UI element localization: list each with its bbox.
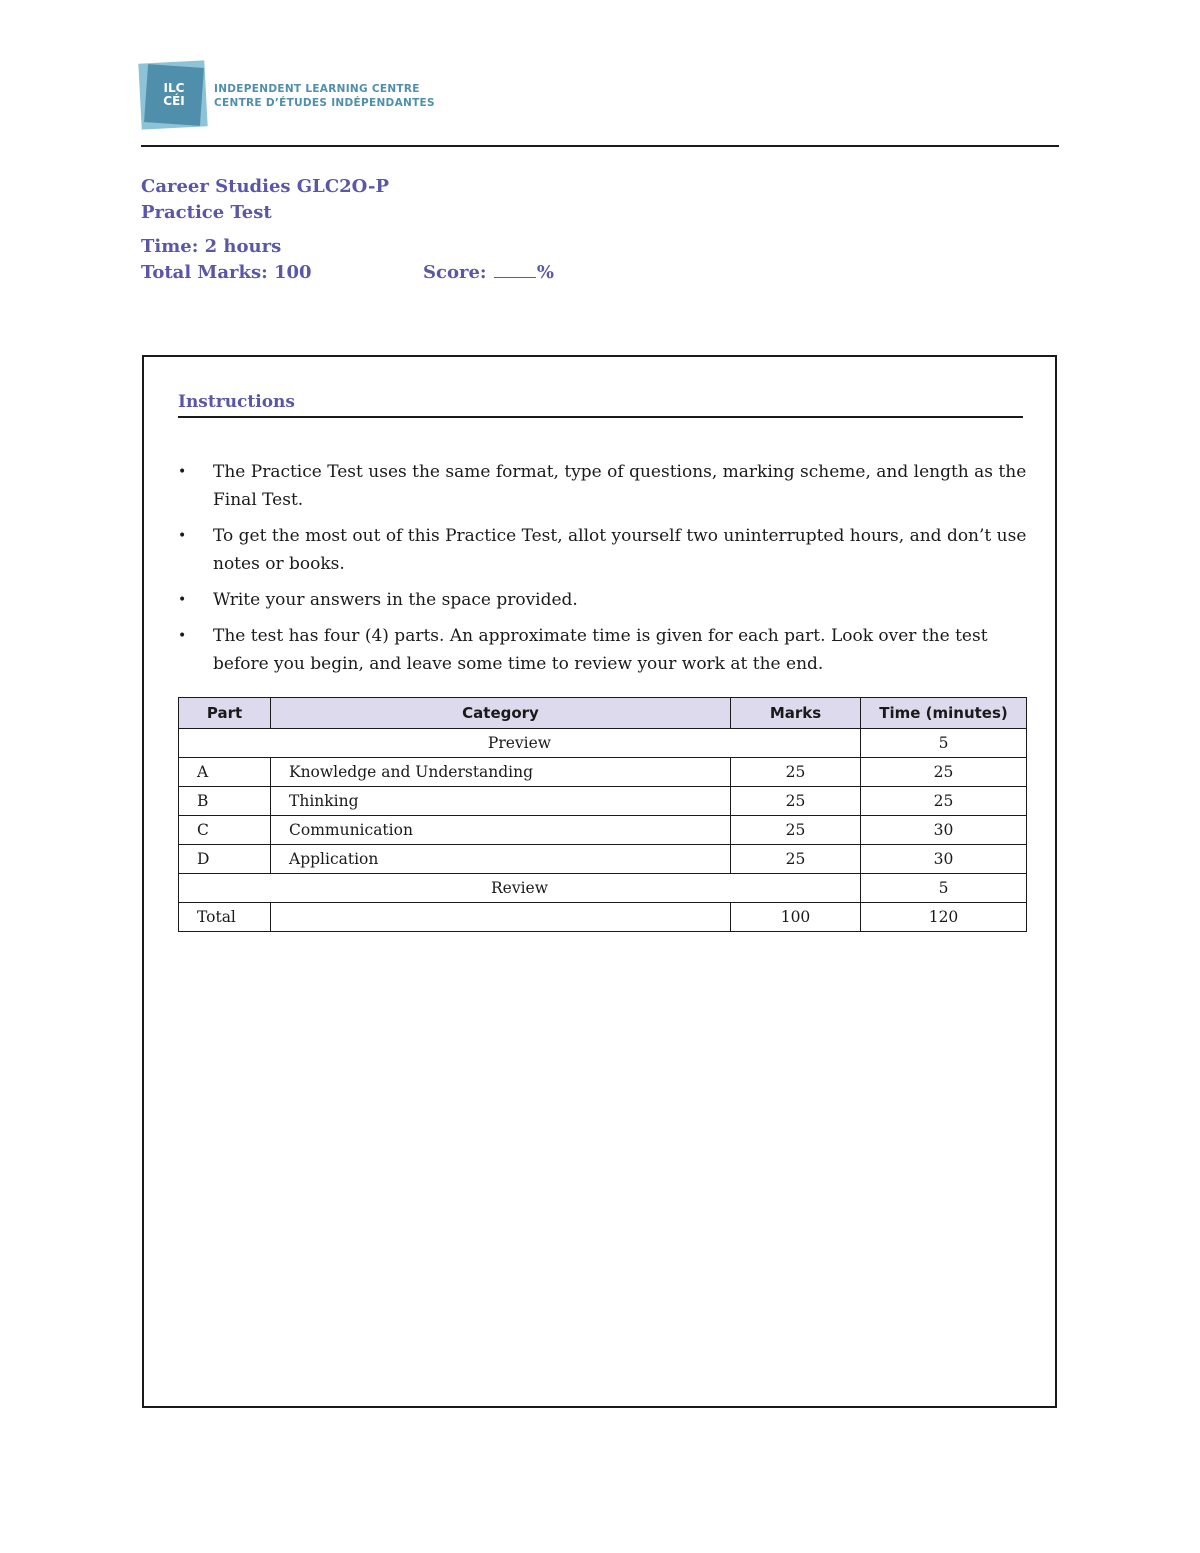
table-header-row — [179, 698, 1027, 729]
logo-mark-text: ILC CÉI — [163, 81, 185, 108]
total-marks: Total Marks: 100 — [141, 262, 312, 283]
marks-table — [178, 697, 1027, 932]
instruction-text: The Practice Test uses the same format, type of questions, marking scheme, and length as the Final Test. — [213, 462, 1027, 510]
table-row — [179, 816, 1027, 845]
preview-label: Preview — [179, 729, 861, 758]
header-marks: Marks — [731, 698, 861, 729]
part-cell: C — [179, 816, 271, 845]
instructions-list — [178, 458, 1028, 686]
score-label: Score: — [423, 262, 487, 283]
table-row — [179, 787, 1027, 816]
part-cell: B — [179, 787, 271, 816]
list-item — [178, 622, 1028, 678]
bullet-icon: • — [178, 628, 187, 644]
list-item — [178, 458, 1028, 514]
total-category — [271, 903, 731, 932]
instructions-divider — [178, 416, 1023, 418]
instruction-text: To get the most out of this Practice Test, allot yourself two uninterrupted hours, and don’t use notes or books. — [213, 526, 1027, 574]
course-title: Career Studies GLC2O-P — [141, 176, 390, 197]
header-category: Category — [271, 698, 731, 729]
category-cell: Application — [271, 845, 731, 874]
logo-org-french: CENTRE D’ÉTUDES INDÉPENDANTES — [214, 97, 435, 109]
time-cell: 25 — [861, 758, 1027, 787]
bullet-icon: • — [178, 592, 187, 608]
table-row-review — [179, 874, 1027, 903]
marks-cell: 25 — [731, 845, 861, 874]
header-part: Part — [179, 698, 271, 729]
category-cell: Communication — [271, 816, 731, 845]
score-blank — [494, 262, 536, 278]
instruction-text: Write your answers in the space provided. — [213, 590, 578, 610]
review-label: Review — [179, 874, 861, 903]
marks-cell: 25 — [731, 758, 861, 787]
table-row — [179, 758, 1027, 787]
time-cell: 30 — [861, 816, 1027, 845]
instructions-heading: Instructions — [178, 392, 295, 412]
marks-cell: 25 — [731, 787, 861, 816]
list-item — [178, 586, 1028, 614]
ilc-logo — [138, 62, 438, 132]
preview-time: 5 — [861, 729, 1027, 758]
logo-org-english: INDEPENDENT LEARNING CENTRE — [214, 83, 420, 95]
marks-cell: 25 — [731, 816, 861, 845]
category-cell: Thinking — [271, 787, 731, 816]
total-time-cell: 120 — [861, 903, 1027, 932]
list-item — [178, 522, 1028, 578]
bullet-icon: • — [178, 528, 187, 544]
table-row — [179, 845, 1027, 874]
score-field — [423, 262, 554, 283]
table-row-total — [179, 903, 1027, 932]
review-time: 5 — [861, 874, 1027, 903]
total-label: Total — [179, 903, 271, 932]
test-title: Practice Test — [141, 202, 272, 223]
part-cell: A — [179, 758, 271, 787]
time-cell: 30 — [861, 845, 1027, 874]
instruction-text: The test has four (4) parts. An approximate time is given for each part. Look over the test before you begin, and leave some time to review your work at the end. — [213, 626, 988, 674]
header-divider — [141, 145, 1059, 147]
time-allowed: Time: 2 hours — [141, 236, 282, 257]
score-suffix: % — [536, 262, 554, 283]
time-cell: 25 — [861, 787, 1027, 816]
total-marks-cell: 100 — [731, 903, 861, 932]
header-time: Time (minutes) — [861, 698, 1027, 729]
category-cell: Knowledge and Understanding — [271, 758, 731, 787]
part-cell: D — [179, 845, 271, 874]
bullet-icon: • — [178, 464, 187, 480]
table-row-preview — [179, 729, 1027, 758]
